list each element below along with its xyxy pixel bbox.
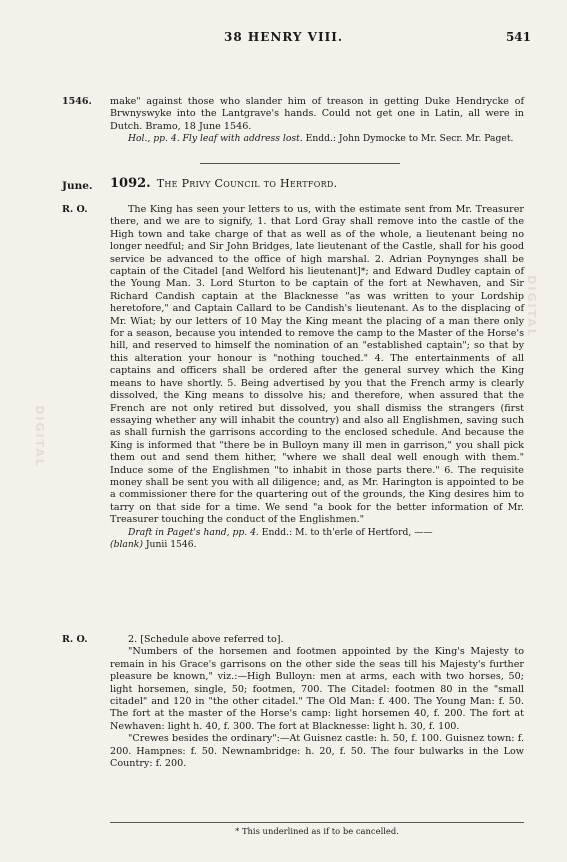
- entry-note: [110, 527, 524, 539]
- entry-note-italic: Draft in Paget's hand, pp. 4.: [128, 526, 259, 538]
- margin-year: 1546.: [62, 96, 92, 107]
- schedule-text: "Numbers of the horsemen and footmen appointed by the King's Majesty to remain in his Grace's garrisons on the other side the seas till his Majesty's further pleasure be known," viz.:—High Bulloyn: men at arms, each with two horses, 50; light horsemen, single, 50; footmen, 700. The Citadel: footmen 80 in the "small citadel" and 120 in "the other citadel." The Old Man: f. 400. The Young Man: f. 50. The fort at the master of the Horse's camp: light horsemen 40, f. 200. The fort at Newhaven: light h. 40, f. 300. The fort at Blacknesse: light h. 30, f. 100.: [110, 646, 524, 732]
- entry-note-line2: [110, 539, 524, 551]
- entry-note-blank: (blank): [110, 538, 143, 550]
- entry-note-endorsement: Endd.: M. to th'erle of Hertford, ——: [261, 526, 433, 538]
- continued-note-italic: Hol., pp. 4. Fly leaf with address lost.: [128, 133, 303, 145]
- running-head: 38 HENRY VIII.: [223, 30, 343, 44]
- watermark-right: DIGITAL: [524, 275, 538, 338]
- entry-source: R. O.: [62, 204, 88, 215]
- continued-note-endorsement: Endd.: John Dymocke to Mr. Secr. Mr. Paget.: [305, 133, 514, 145]
- continued-paragraph: make" against those who slander him of treason in getting Duke Hendrycke of Brwnyswyke into the Lantgrave's hands. Could not get one in Latin, all were in Dutch. Bramo, 18 June 1546.: [110, 96, 524, 132]
- entry-text: The King has seen your letters to us, with the estimate sent from Mr. Treasurer there, and we are to signify, 1. that Lord Gray shall remove into the castle of the High town and take charge of that as well as of the whole, a lieutenant being no longer needful; and Sir John Bridges, late lieutenant of the Castle, shall for his good service be advanced to the office of high marshal. 2. Adrian Poynynges shall be captain of the Citadel [and Welford his lieutenant]*; and Edward Dudley captain of the Young Man. 3. Lord Sturton to be captain of the fort at Newhaven, and Sir Richard Candish captain at the Blacknesse "as was written to your Lordship heretofore," and Captain Callard to be Candish's lieutenant. As to the displacing of Mr. Wiat; by our letters of 10 May the King meant the placing of a man there only for a season, because you intended to remove the camp to the Master of the Horse's hill, and reserved to himself the nomination of an "established captain"; so that by this alteration your honour is "nothing touched." 4. The entertainments of all captains and officers shall be ordered after the general survey which the King means to have shortly. 5. Being advertised by you that the French army is clearly dissolved, the King means to dissolve his; and therefore, when assured that the French are not only retired but dissolved, you shall dismiss the strangers (first essaying whether any will inhabit the country) and also all Englishmen, saving such as shall furnish the garrisons according to the enclosed schedule. And because the King is informed that "there be in Bulloyn many ill men in garrison," you shall pick them out and send them hither, "where we shall deal well enough with them." Induce some of the Englishmen "to inhabit in those parts there." 6. The requisite money shall be sent you with all diligence; and, as Mr. Harington is appointed to be a commissioner there for the quartering out of the grounds, the King desires him to tarry on that side for a time. We send "a book for the better information of Mr. Treasurer touching the conduct of the Englishmen.": [110, 204, 524, 526]
- watermark-left: DIGITAL: [32, 405, 46, 468]
- footnote-rule: [110, 822, 524, 823]
- entry-title: The Privy Council to Hertford.: [156, 177, 338, 190]
- schedule-body: [110, 634, 524, 770]
- continued-text: [110, 96, 524, 146]
- entry-heading: [110, 178, 524, 190]
- entry-number: 1092.: [110, 176, 151, 191]
- entry-body: [110, 204, 524, 551]
- entry-note-date: Junii 1546.: [145, 538, 197, 550]
- entry-date: June.: [62, 180, 93, 192]
- separator-rule: [200, 163, 400, 164]
- schedule-source: R. O.: [62, 634, 88, 645]
- continued-note: [110, 133, 524, 145]
- schedule-text-crewes: "Crewes besides the ordinary":—At Guisnez castle: h. 50, f. 100. Guisnez town: f. 200. Hampnes: f. 50. Newnambridge: h. 20, f. 50. The four bulwarks in the Low Country: f. 200.: [110, 733, 524, 770]
- schedule-heading: 2. [Schedule above referred to].: [128, 634, 284, 645]
- page-number: 541: [505, 30, 531, 44]
- footnote: * This underlined as if to be cancelled.: [235, 826, 399, 836]
